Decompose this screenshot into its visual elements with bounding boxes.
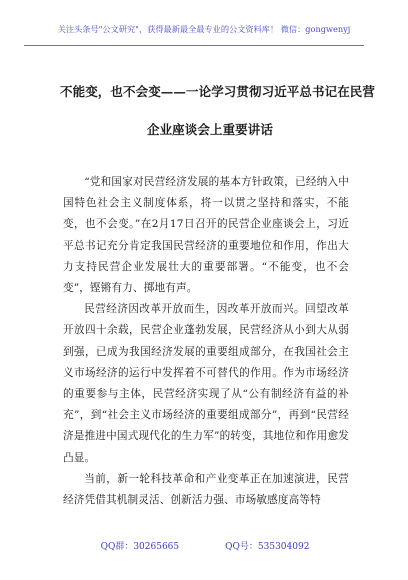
document-body: [63, 172, 349, 511]
footer-qq-number: QQ号：535304092: [225, 542, 310, 552]
page-footer: [50, 539, 360, 552]
body-paragraph-3: 当前，新一轮科技革命和产业变革正在加速演进，民营经济凭借其机制灵活、创新活力强、市场敏感度高等特: [63, 472, 349, 507]
body-paragraph-2: 民营经济因改革开放而生，因改革开放而兴。回望改革开放四十余载，民营企业蓬勃发展，民营经济从小到大从弱到强，已成为我国经济发展的重要组成部分，在我国社会主义市场经济的运行中发挥着不可替代的作用。作为市场经济的重要参与主体，民营经济实现了从“公有制经济有益的补充”，到“社会主义市场经济的重要组成部分”，再到“民营经济是推进中国式现代化的生力军”的转变，其地位和作用愈发凸显。: [63, 303, 349, 464]
document-title-line-1: 不能变，也不会变——一论学习贯彻习近平总书记在民营: [60, 84, 376, 99]
document-title-line-2: 企业座谈会上重要讲话: [146, 122, 273, 137]
body-paragraph-1: “党和国家对民营经济发展的基本方针政策，已经纳入中国特色社会主义制度体系，将一以贯之坚持和落实，不能变，也不会变。”在2月17日召开的民营企业座谈会上，习近平总书记充分肯定我国民营经济的重要地位和作用，作出大力支持民营企业发展壮大的重要部署。“不能变，也不会变”，铿锵有力、掷地有声。: [63, 176, 349, 295]
page-header-banner: 关注头条号"公文研究"，获得最新最全最专业的公文资料库！ 微信：gongwenyj: [57, 24, 351, 34]
footer-qq-group: QQ群：30265665: [100, 542, 180, 552]
header-divider: [24, 45, 364, 46]
